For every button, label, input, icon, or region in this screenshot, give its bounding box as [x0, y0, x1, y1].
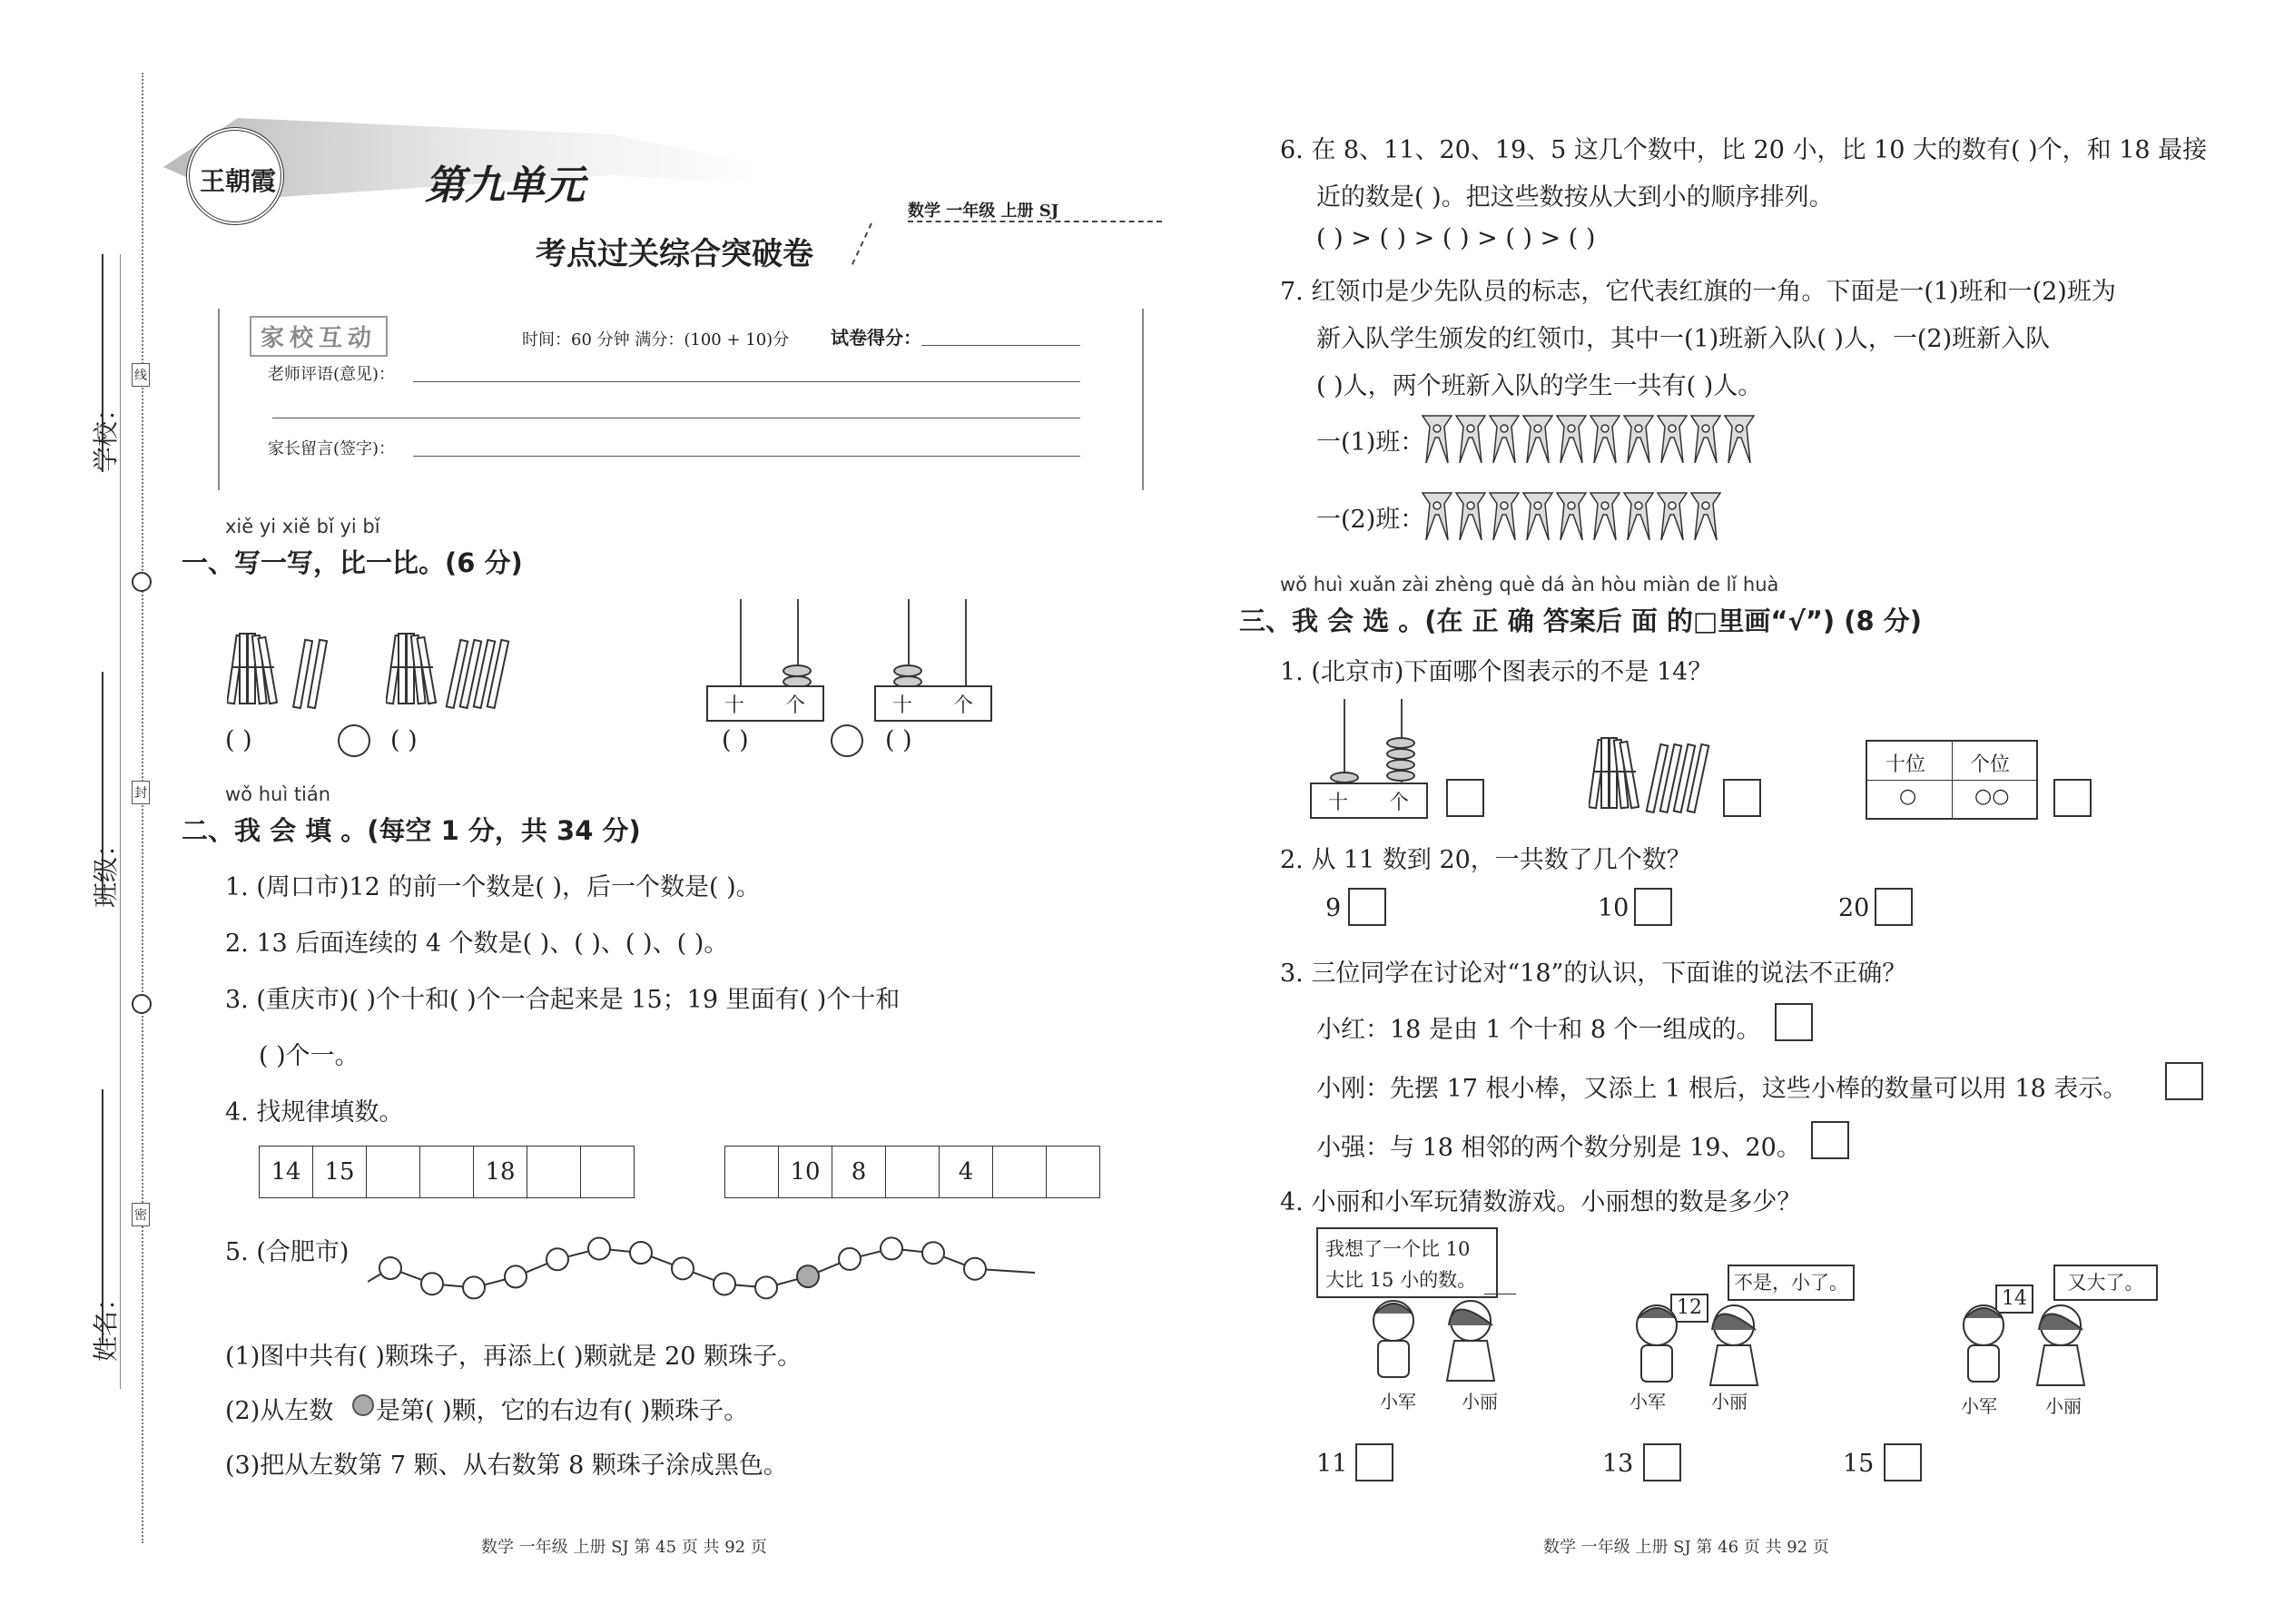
scene2-boy-name: 小军 — [1629, 1391, 1666, 1412]
parent-comment-label: 家长留言(签字)： — [268, 439, 396, 458]
logo-text: 王朝霞 — [200, 166, 277, 196]
red-scarf-icon — [1488, 486, 1521, 544]
red-scarf-icon — [1421, 408, 1453, 467]
teacher-comment-line-1[interactable] — [413, 381, 1080, 382]
red-scarf-icon — [1656, 408, 1689, 467]
abacus2-tens-label: 十 — [892, 694, 913, 717]
sequence-cell: 18 — [473, 1146, 527, 1198]
sequence-cell: 4 — [939, 1146, 993, 1198]
school-field[interactable] — [102, 254, 103, 472]
s3-q3-checkbox-a[interactable] — [1775, 1003, 1813, 1041]
number-card-2: 14 — [1995, 1284, 2033, 1314]
s3-sticks — [1589, 731, 1725, 822]
sticks-group-2 — [386, 626, 531, 717]
scene2-girl-name: 小丽 — [1711, 1391, 1748, 1412]
sequence-cell: 8 — [832, 1146, 886, 1198]
speech-bubble-2: 不是，小了。 — [1728, 1265, 1855, 1301]
bead[interactable] — [881, 1237, 902, 1259]
scene3-boy-name: 小军 — [1961, 1395, 1997, 1417]
sequence-cell[interactable] — [724, 1146, 779, 1198]
bead[interactable] — [379, 1257, 401, 1279]
abacus1-tens-label: 十 — [724, 694, 745, 717]
name-label: 姓名： — [91, 1284, 121, 1362]
s3-q3-checkbox-c[interactable] — [1811, 1121, 1849, 1159]
speech-bubble-1 — [1316, 1227, 1498, 1298]
bead[interactable] — [421, 1273, 443, 1294]
binding-mark-line: 线 — [132, 363, 150, 387]
header-slant-line — [852, 223, 872, 265]
s3-q3-checkbox-b[interactable] — [2165, 1062, 2203, 1100]
s3-q4: 4. 小丽和小军玩猜数游戏。小丽想的数是多少？ — [1280, 1188, 1802, 1216]
bubble1-line1: 我想了一个比 10 — [1325, 1238, 1471, 1260]
abacus1-rod-tens — [740, 599, 742, 685]
s2-q3b: ( )个一。 — [259, 1042, 359, 1070]
binding-hole-2 — [132, 994, 152, 1014]
section2-pinyin: wǒ huì tián — [225, 783, 331, 805]
s3-q4-opt-b: 13 — [1602, 1450, 1634, 1478]
header-dash-line — [908, 221, 1162, 222]
red-scarf-icon — [1421, 486, 1453, 544]
s3-q3-option-b: 小刚：先摆 17 根小棒，又添上 1 根后，这些小棒的数量可以用 18 表示。 — [1316, 1075, 2128, 1103]
bead[interactable] — [630, 1242, 652, 1264]
s3-q1-checkbox-c[interactable] — [2053, 779, 2092, 817]
school-label: 学校： — [91, 395, 121, 472]
red-scarf-icon — [1622, 408, 1655, 467]
scene1-boy-name: 小军 — [1380, 1391, 1416, 1412]
s1-compare-circle-2[interactable] — [831, 724, 863, 757]
s3-q2-opt-b: 10 — [1598, 894, 1629, 922]
speech-bubble-3: 又大了。 — [2053, 1265, 2158, 1301]
footer-right: 数学 一年级 上册 SJ 第 46 页 共 92 页 — [1543, 1538, 1829, 1557]
s3-abacus-ones-label: 个 — [1389, 792, 1410, 814]
kids-scene-3 — [1943, 1298, 2124, 1398]
place-table-vline — [1952, 742, 1953, 818]
red-scarf-icon — [1521, 486, 1554, 544]
s3-q4-opt-c: 15 — [1843, 1450, 1875, 1478]
red-scarf-icon — [1454, 486, 1487, 544]
name-field[interactable] — [102, 1089, 103, 1343]
red-scarf-icon — [1622, 486, 1655, 544]
red-scarf-icon — [1589, 408, 1621, 467]
s3-q2-checkbox-b[interactable] — [1634, 888, 1672, 926]
number-card-1: 12 — [1670, 1294, 1708, 1323]
s3-q1-checkbox-a[interactable] — [1446, 779, 1484, 817]
s2-q1: 1. (周口市)12 的前一个数是( )，后一个数是( )。 — [225, 873, 761, 901]
sequence-cell: 14 — [259, 1146, 313, 1198]
red-scarf-icon — [1689, 408, 1722, 467]
s1-answer-2[interactable]: ( ) — [390, 726, 418, 754]
exam-title: 考点过关综合突破卷 — [536, 236, 813, 272]
s2-q2: 2. 13 后面连续的 4 个数是( )、( )、( )、( )。 — [225, 930, 729, 958]
abacus2-ones-label: 个 — [953, 694, 974, 717]
s1-answer-3[interactable]: ( ) — [722, 726, 749, 754]
abacus2-rod-ones — [965, 599, 967, 685]
highlight-bead-icon — [352, 1394, 374, 1416]
family-box-label: 家校互动 — [250, 316, 388, 357]
section1-title: 一、写一写，比一比。(6 分) — [182, 547, 523, 578]
q7-line-1: 7. 红领巾是少先队员的标志，它代表红旗的一角。下面是一(1)班和一(2)班为 — [1280, 278, 2116, 306]
s3-q4-checkbox-a[interactable] — [1355, 1443, 1393, 1481]
q7-line-2: 新入队学生颁发的红领巾，其中一(1)班新入队( )人，一(2)班新入队 — [1316, 325, 2051, 353]
s1-answer-1[interactable]: ( ) — [225, 726, 252, 754]
s3-q3-option-c: 小强：与 18 相邻的两个数分别是 19、20。 — [1316, 1134, 1801, 1162]
red-scarf-icon — [1521, 408, 1554, 467]
score-label: 试卷得分： — [831, 327, 921, 349]
q6-line-3: ( ) > ( ) > ( ) > ( ) > ( ) — [1316, 224, 1596, 252]
bead[interactable] — [839, 1248, 861, 1270]
sequence-cell[interactable] — [419, 1146, 474, 1198]
s3-q1: 1. (北京市)下面哪个图表示的不是 14？ — [1280, 658, 1713, 686]
s1-answer-4[interactable]: ( ) — [885, 726, 912, 754]
unit-title: 第九单元 — [425, 162, 585, 209]
s3-q1-checkbox-b[interactable] — [1723, 779, 1761, 817]
red-scarf-icon — [1555, 486, 1588, 544]
red-scarf-icon — [1656, 486, 1689, 544]
bead[interactable] — [755, 1276, 777, 1298]
sequence-cell[interactable] — [527, 1146, 581, 1198]
bead[interactable] — [588, 1237, 610, 1259]
sticks-group-1 — [227, 626, 336, 717]
q7-line-3: ( )人，两个班新入队的学生一共有( )人。 — [1316, 372, 1763, 400]
s3-q2-opt-a: 9 — [1325, 894, 1342, 922]
place-tens-value: ○ — [1899, 785, 1917, 808]
binding-hole-1 — [132, 572, 152, 592]
s3-abacus-bead — [1386, 770, 1415, 782]
kids-scene-1 — [1353, 1294, 1534, 1393]
scene1-girl-name: 小丽 — [1462, 1391, 1498, 1412]
s2-q5: 5. (合肥市) — [225, 1238, 350, 1266]
red-scarf-icon — [1488, 408, 1521, 467]
class1-label: 一(1)班： — [1316, 428, 1425, 457]
sequence-cell: 10 — [778, 1146, 832, 1198]
bead[interactable] — [714, 1273, 735, 1294]
bubble1-line2: 大比 15 小的数。 — [1325, 1269, 1477, 1291]
red-scarf-icon — [1454, 408, 1487, 467]
time-info: 时间：60 分钟 满分：(100 + 10)分 — [522, 330, 790, 349]
class2-label: 一(2)班： — [1316, 506, 1425, 534]
place-tens-header: 十位 — [1885, 753, 1926, 776]
binding-mark-secret: 密 — [132, 1203, 150, 1226]
place-value-table — [1866, 740, 2038, 820]
sequence-cell[interactable] — [580, 1146, 635, 1198]
class-label: 班级： — [91, 831, 121, 908]
red-scarf-icon — [1555, 408, 1588, 467]
teacher-comment-label: 老师评语(意见)： — [268, 365, 396, 384]
sequence-cell[interactable] — [885, 1146, 940, 1198]
scene3-girl-name: 小丽 — [2045, 1395, 2082, 1417]
abacus1-ones-label: 个 — [785, 694, 806, 717]
place-ones-value: ○○ — [1974, 785, 2010, 808]
s3-q2-checkbox-a[interactable] — [1348, 888, 1386, 926]
s2-q5-3: (3)把从左数第 7 颗、从右数第 8 颗珠子涂成黑色。 — [225, 1452, 788, 1480]
place-ones-header: 个位 — [1970, 753, 2011, 776]
parent-comment-line[interactable] — [413, 456, 1080, 457]
binding-dotted-line — [142, 73, 143, 1543]
sequence-cell[interactable] — [992, 1146, 1047, 1198]
kids-scene-2 — [1616, 1298, 1797, 1398]
section3-pinyin: wǒ huì xuǎn zài zhèng què dá àn hòu miàn de lǐ huà — [1280, 574, 1779, 595]
bead[interactable] — [672, 1257, 694, 1279]
red-scarf-icon — [1723, 408, 1756, 467]
s3-q2-checkbox-c[interactable] — [1875, 888, 1913, 926]
s3-q4-checkbox-c[interactable] — [1884, 1443, 1922, 1481]
q6-line-2: 近的数是( )。把这些数按从大到小的顺序排列。 — [1316, 183, 1834, 212]
meta-tag: 数学 一年级 上册 SJ — [908, 202, 1059, 221]
footer-left: 数学 一年级 上册 SJ 第 45 页 共 92 页 — [481, 1538, 767, 1557]
section2-title: 二、我 会 填 。(每空 1 分，共 34 分) — [182, 815, 641, 846]
score-line[interactable] — [921, 345, 1080, 346]
s3-q4-opt-a: 11 — [1316, 1450, 1348, 1478]
s3-abacus-rod-tens — [1344, 699, 1345, 782]
binding-mark-seal: 封 — [132, 781, 150, 804]
sequence-cell: 15 — [312, 1146, 367, 1198]
bead[interactable] — [922, 1242, 944, 1264]
s2-q3a: 3. (重庆市)( )个十和( )个一合起来是 15；19 里面有( )个十和 — [225, 986, 901, 1014]
s3-q4-checkbox-b[interactable] — [1643, 1443, 1681, 1481]
bead-string — [368, 1227, 1049, 1309]
s2-q5-2b: 是第( )颗，它的右边有( )颗珠子。 — [376, 1397, 749, 1425]
s3-q3: 3. 三位同学在讨论对“18”的认识，下面谁的说法不正确？ — [1280, 960, 1907, 988]
q6-line-1: 6. 在 8、11、20、19、5 这几个数中，比 20 小，比 10 大的数有( )个，和 18 最接 — [1280, 136, 2208, 164]
s2-q5-2a: (2)从左数 — [225, 1397, 334, 1425]
red-scarf-icon — [1589, 486, 1621, 544]
s3-q2: 2. 从 11 数到 20，一共数了几个数？ — [1280, 846, 1691, 874]
bead[interactable] — [546, 1248, 568, 1270]
section3-title: 三、我 会 选 。(在 正 确 答案后 面 的□里画“√”) (8 分) — [1239, 605, 1923, 636]
bead[interactable] — [463, 1276, 485, 1298]
s3-q2-opt-c: 20 — [1838, 894, 1870, 922]
s3-abacus-tens-label: 十 — [1328, 792, 1349, 814]
bead[interactable] — [964, 1258, 986, 1280]
s1-compare-circle-1[interactable] — [338, 724, 370, 757]
sequence-cell[interactable] — [1046, 1146, 1100, 1198]
s2-q5-1: (1)图中共有( )颗珠子，再添上( )颗就是 20 颗珠子。 — [225, 1343, 802, 1371]
section1-pinyin: xiě yi xiě bǐ yi bǐ — [225, 516, 380, 537]
bead[interactable] — [505, 1265, 527, 1287]
s3-q3-option-a: 小红：18 是由 1 个十和 8 个一组成的。 — [1316, 1016, 1761, 1044]
binding-margin — [0, 0, 154, 1624]
bead[interactable] — [797, 1265, 819, 1287]
red-scarf-icon — [1689, 486, 1722, 544]
s2-q4: 4. 找规律填数。 — [225, 1098, 404, 1127]
sequence-cell[interactable] — [366, 1146, 420, 1198]
class-field[interactable] — [102, 672, 103, 899]
